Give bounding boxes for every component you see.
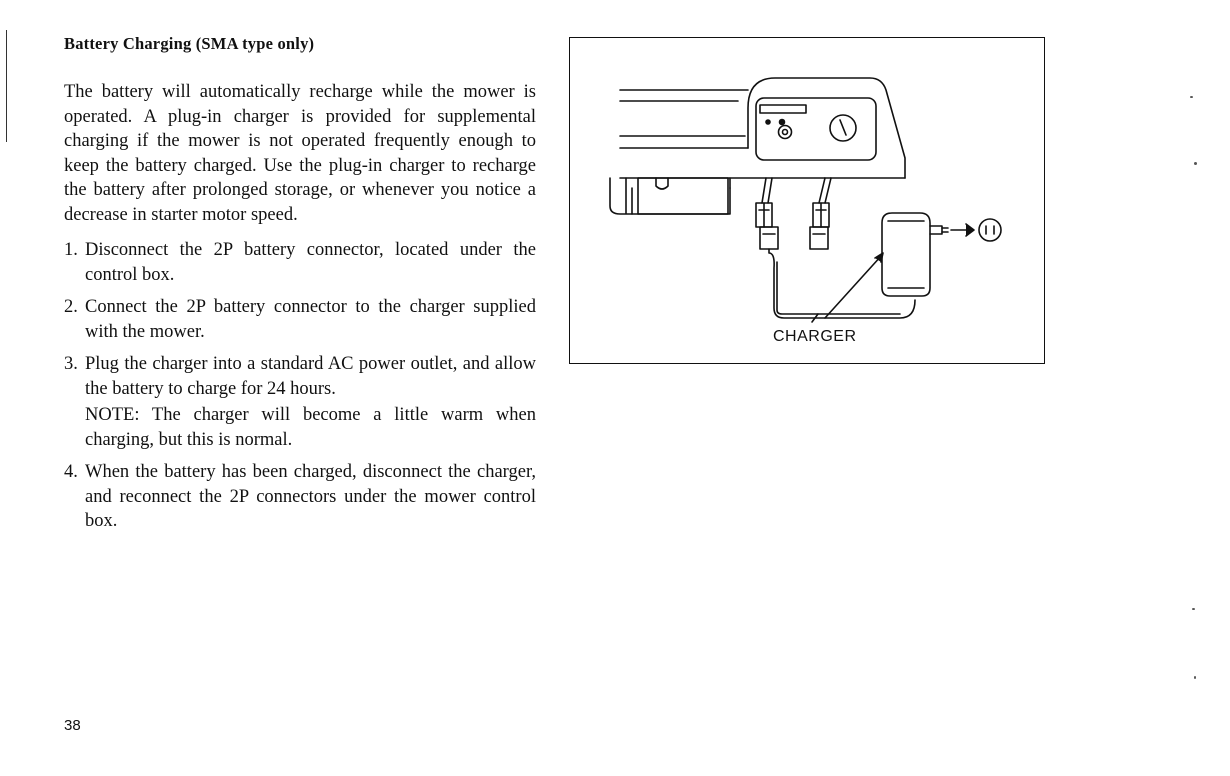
step-text: Plug the charger into a standard AC power outlet, and allow the battery to charge for 24 hours.: [85, 354, 536, 399]
step-item: [64, 460, 536, 534]
step-item: [64, 295, 536, 344]
step-number: 2.: [64, 297, 78, 317]
section-heading: Battery Charging (SMA type only): [64, 34, 315, 53]
step-item: [64, 352, 536, 452]
step-item: [64, 238, 536, 287]
step-note: NOTE: The charger will become a little warm when charging, but this is normal.: [85, 405, 536, 450]
text-column: [64, 34, 536, 542]
step-number: 3.: [64, 354, 78, 374]
step-text: When the battery has been charged, disconnect the charger, and reconnect the 2P connectors under the mower control box.: [85, 462, 536, 531]
scan-speck: [1194, 162, 1197, 165]
scan-speck: [1190, 96, 1193, 98]
charger-drawing: [570, 38, 1046, 365]
charger-label: CHARGER: [773, 328, 857, 345]
scan-speck: [1192, 608, 1195, 610]
page-number: 38: [64, 717, 81, 734]
intro-paragraph: The battery will automatically recharge while the mower is operated. A plug-in charger is provided for supplemental charging if the mower is not operated frequently enough to keep the battery charged. Use the plug-in charger to recharge the battery after prolonged storage, or whenever you notice a decrease in starter motor speed.: [64, 82, 536, 225]
steps-list: [64, 238, 536, 534]
scan-speck: [1194, 676, 1196, 679]
step-number: 4.: [64, 462, 78, 482]
charger-illustration: [569, 37, 1045, 364]
step-number: 1.: [64, 240, 78, 260]
step-text: Connect the 2P battery connector to the charger supplied with the mower.: [85, 297, 536, 342]
step-text: Disconnect the 2P battery connector, located under the control box.: [85, 240, 536, 285]
scan-edge-line: [6, 30, 7, 142]
